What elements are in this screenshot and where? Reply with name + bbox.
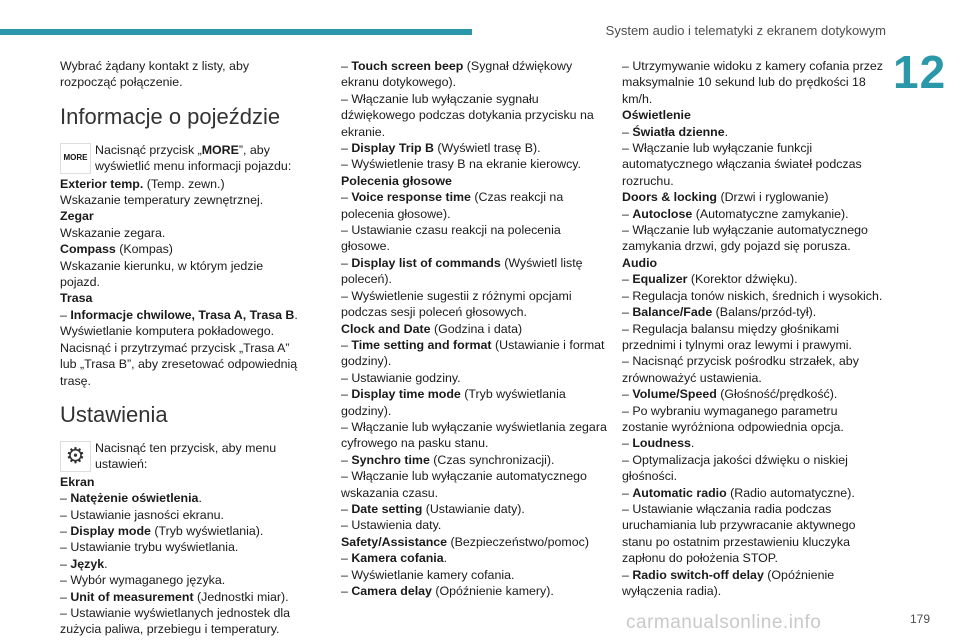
text-line <box>622 403 887 436</box>
text-run: – Wyświetlenie sugestii z różnymi opcjami podczas sesji poleceń głosowych. <box>341 288 572 320</box>
text-line <box>60 507 305 523</box>
text-line <box>60 208 305 224</box>
bold-term: Natężenie oświetlenia <box>70 491 199 506</box>
text-line <box>341 91 607 140</box>
text-run: – <box>60 556 71 571</box>
text-run: (Ustawianie daty). <box>422 501 525 516</box>
text-line <box>60 572 305 588</box>
text-line <box>341 173 607 189</box>
text-run: (Temp. zewn.) <box>143 176 225 191</box>
bold-term: Time setting and format <box>351 337 492 352</box>
text-run: – <box>622 272 633 287</box>
header-title: System audio i telematyki z ekranem dotykowym <box>605 23 886 38</box>
text-run: ”, aby wyświetlić menu informacji pojazdu: <box>95 142 292 174</box>
text-run: – Włączanie lub wyłączanie wyświetlania zegara cyfrowego na pasku stanu. <box>341 419 607 451</box>
text-run: – Ustawianie godziny. <box>341 370 461 385</box>
text-line <box>622 321 887 354</box>
text-run: (Sygnał dźwiękowy ekranu dotykowego). <box>341 59 573 90</box>
text-line <box>341 370 607 386</box>
bold-term: Safety/Assistance <box>341 534 448 549</box>
text-line <box>341 583 607 599</box>
text-line <box>341 534 607 550</box>
text-run: . <box>724 124 729 139</box>
more-button-icon: MORE <box>60 143 91 174</box>
text-line <box>60 307 305 323</box>
text-run: (Ustawianie i format godziny). <box>341 337 605 369</box>
text-run: – Po wybraniu wymaganego parametru zostanie wyróżniona odpowiednia opcja. <box>622 403 844 434</box>
text-run: – Utrzymywanie widoku z kamery cofania przez maksymalnie 10 sekund lub do prędkości 18 km/h. <box>622 59 883 106</box>
text-run: – <box>341 190 352 205</box>
text-run: – Ustawianie trybu wyświetlania. <box>60 540 239 555</box>
text-run: – Nacisnąć przycisk pośrodku strzałek, aby zrównoważyć ustawienia. <box>622 354 859 385</box>
text-line <box>60 323 305 339</box>
text-line <box>341 222 607 255</box>
text-run: – <box>60 523 71 538</box>
text-line <box>622 206 887 222</box>
text-run: – Ustawianie wyświetlanych jednostek dla zużycia paliwa, przebiegu i temperatury. <box>60 605 291 637</box>
text-run: – Włączanie lub wyłączanie automatycznego zamykania drzwi, gdy pojazd się porusza. <box>622 223 868 254</box>
text-run: – <box>60 589 71 604</box>
text-line <box>622 353 887 386</box>
text-run: (Godzina i data) <box>430 321 523 336</box>
text-run: . <box>690 436 695 451</box>
page-number: 179 <box>909 612 930 626</box>
text-run: Wskazanie kierunku, w którym jedzie pojazd. <box>60 258 264 290</box>
text-run: Nacisnąć przycisk „ <box>95 142 202 157</box>
text-run: (Automatyczne zamykanie). <box>692 206 849 221</box>
bold-term: Informacje chwilowe, Trasa A, Trasa B <box>70 307 295 322</box>
text-line <box>60 290 305 306</box>
bold-term: Touch screen beep <box>351 59 464 73</box>
text-run: – <box>341 452 352 467</box>
header-accent-bar <box>0 29 472 35</box>
text-run: . <box>294 307 298 322</box>
bold-term: Polecenia głosowe <box>341 173 452 188</box>
text-line <box>622 501 887 567</box>
text-run: – Wyświetlanie kamery cofania. <box>341 567 515 582</box>
text-line <box>622 189 887 205</box>
text-run: – Wyświetlenie trasy B na ekranie kierowcy. <box>341 157 581 172</box>
bold-term: Automatic radio <box>632 485 727 500</box>
text-run: (Czas reakcji na polecenia głosowe). <box>341 190 564 221</box>
watermark: carmanualsonline.info <box>626 612 822 633</box>
bold-term: Kamera cofania <box>351 551 444 566</box>
text-line <box>60 192 305 208</box>
text-run: – Włączanie lub wyłączanie funkcji automatycznego włączania świateł podczas rozruchu. <box>622 141 862 188</box>
text-run: (Kompas) <box>115 242 173 257</box>
text-line <box>341 321 607 337</box>
more-instruction-text <box>95 142 305 175</box>
text-run: – <box>341 337 352 352</box>
text-run: – <box>622 567 633 582</box>
text-line <box>622 288 887 304</box>
text-run: – Optymalizacja jakości dźwięku o niskiej głośności. <box>622 452 848 484</box>
text-run: – Regulacja tonów niskich, średnich i wysokich. <box>622 288 883 303</box>
bold-term: Clock and Date <box>341 321 431 336</box>
bold-term: MORE <box>201 142 239 157</box>
text-run: – <box>622 206 633 221</box>
text-run: (Wyświetl trasę B). <box>433 141 541 156</box>
text-line <box>622 485 887 501</box>
text-run: Wskazanie zegara. <box>60 225 166 240</box>
bold-term: Display list of commands <box>351 255 501 270</box>
bold-term: Ekran <box>60 474 95 489</box>
text-line <box>60 589 305 605</box>
text-run: (Radio automatyczne). <box>726 485 855 500</box>
chapter-number: 12 <box>893 46 947 98</box>
text-run: . <box>104 556 108 571</box>
text-run: Wyświetlanie komputera pokładowego. <box>60 324 275 339</box>
bold-term: Radio switch-off delay <box>632 567 764 582</box>
text-run: – <box>341 59 352 73</box>
text-run: (Bezpieczeństwo/pomoc) <box>447 534 589 549</box>
text-run: – <box>341 501 352 516</box>
text-line <box>60 490 305 506</box>
text-line <box>60 474 305 490</box>
text-line <box>341 419 607 452</box>
text-line <box>341 189 607 222</box>
text-run: – Regulacja balansu między głośnikami przednimi i tylnymi oraz lewymi i prawymi. <box>622 321 852 352</box>
text-line <box>622 271 887 287</box>
text-run: (Balans/przód-tył). <box>712 305 817 320</box>
text-line <box>622 255 887 271</box>
text-line <box>60 225 305 241</box>
text-run: – <box>622 485 633 500</box>
text-run: – <box>341 387 352 402</box>
text-line <box>341 452 607 468</box>
text-line <box>622 304 887 320</box>
bold-term: Synchro time <box>351 452 430 467</box>
bold-term: Światła dzienne <box>632 124 725 139</box>
bold-term: Unit of measurement <box>70 589 194 604</box>
bold-term: Exterior temp. <box>60 176 144 191</box>
settings-lines <box>60 474 305 638</box>
bold-term: Volume/Speed <box>632 387 717 402</box>
bold-term: Zegar <box>60 209 94 224</box>
text-line <box>60 176 305 192</box>
text-line <box>60 539 305 555</box>
vehicle-info-lines <box>60 176 305 389</box>
column-3 <box>622 58 887 599</box>
text-run: – Ustawienia daty. <box>341 518 442 533</box>
text-run: (Wyświetl listę poleceń). <box>341 255 583 287</box>
text-run: – Wybór wymaganego języka. <box>60 573 226 588</box>
text-run: (Opóźnienie kamery). <box>431 584 554 598</box>
text-line <box>622 140 887 189</box>
text-run: (Drzwi i ryglowanie) <box>717 190 829 205</box>
text-line <box>622 124 887 140</box>
text-line <box>341 255 607 288</box>
text-line <box>60 605 305 638</box>
text-line <box>341 337 607 370</box>
bold-term: Camera delay <box>351 584 432 598</box>
text-run: (Opóźnienie wyłączenia radia). <box>622 567 835 598</box>
text-run: . <box>198 491 202 506</box>
text-run: – Ustawianie włączania radia podczas uruchamiania lub przywracanie aktywnego stanu po ostatnim przestawieniu kluczyka zapłonu do położenia STOP. <box>622 501 856 566</box>
column-3-lines <box>622 58 887 599</box>
gear-icon: ⚙ <box>60 441 91 472</box>
text-line <box>622 435 887 451</box>
bold-term: Oświetlenie <box>622 108 691 123</box>
text-run: Nacisnąć i przytrzymać przycisk „Trasa A” lub „Trasa B”, aby zresetować odpowiednią trasę. <box>60 340 298 388</box>
text-run: (Głośność/prędkość). <box>716 387 838 402</box>
bold-term: Equalizer <box>632 272 688 287</box>
bold-term: Balance/Fade <box>632 305 713 320</box>
text-run: (Tryb wyświetlania godziny). <box>341 387 566 418</box>
text-run: – Włączanie lub wyłączanie automatycznego wskazania czasu. <box>341 469 587 500</box>
text-line <box>341 468 607 501</box>
text-line <box>60 523 305 539</box>
text-run: – <box>341 255 352 270</box>
text-line <box>341 386 607 419</box>
text-run: – <box>341 551 352 566</box>
column-2-lines <box>341 58 607 599</box>
text-line <box>341 156 607 172</box>
text-run: . <box>443 551 448 566</box>
bold-term: Compass <box>60 242 116 257</box>
text-run: – <box>341 141 352 156</box>
bold-term: Date setting <box>351 501 423 516</box>
text-line <box>60 258 305 291</box>
section-heading-settings: Ustawienia <box>60 401 168 427</box>
text-line <box>622 222 887 255</box>
section-heading-vehicle-info: Informacje o pojeździe <box>60 103 281 129</box>
text-line <box>60 556 305 572</box>
text-run: – Ustawianie jasności ekranu. <box>60 507 224 522</box>
text-line <box>341 288 607 321</box>
text-line <box>341 517 607 533</box>
text-run: (Tryb wyświetlania). <box>150 523 264 538</box>
bold-term: Audio <box>622 255 658 270</box>
text-run: – <box>60 491 71 506</box>
text-line <box>341 550 607 566</box>
column-2 <box>341 58 607 599</box>
settings-instruction <box>60 440 305 473</box>
text-line <box>622 58 887 107</box>
text-run: – <box>622 305 633 320</box>
text-line <box>60 241 305 257</box>
settings-instruction-text <box>95 440 305 473</box>
bold-term: Display mode <box>70 523 151 538</box>
text-line <box>622 567 887 600</box>
bold-term: Autoclose <box>632 206 693 221</box>
text-line <box>341 58 607 91</box>
text-run: (Czas synchronizacji). <box>429 452 555 467</box>
bold-term: Loudness <box>632 436 691 451</box>
more-instruction <box>60 142 305 175</box>
text-line <box>60 340 305 389</box>
bold-term: Display Trip B <box>351 141 434 156</box>
text-run: – <box>622 436 633 451</box>
text-line <box>622 452 887 485</box>
text-run: (Jednostki miar). <box>193 589 289 604</box>
bold-term: Trasa <box>60 291 93 306</box>
text-run: – <box>341 584 352 598</box>
text-line <box>622 107 887 123</box>
text-line <box>341 501 607 517</box>
text-run: – <box>622 387 633 402</box>
intro-paragraph: Wybrać żądany kontakt z listy, aby rozpocząć połączenie. <box>60 59 250 90</box>
bold-term: Doors & locking <box>622 190 718 205</box>
text-run: Nacisnąć ten przycisk, aby menu ustawień: <box>95 440 277 472</box>
text-run: – <box>60 307 71 322</box>
text-line <box>341 140 607 156</box>
text-run: – <box>622 124 633 139</box>
text-run: Wskazanie temperatury zewnętrznej. <box>60 193 264 208</box>
column-1 <box>60 58 305 638</box>
text-line <box>341 567 607 583</box>
bold-term: Język <box>70 556 105 571</box>
bold-term: Display time mode <box>351 387 461 402</box>
text-run: – Włączanie lub wyłączanie sygnału dźwiękowego podczas dotykania przycisku na ekranie. <box>341 91 594 139</box>
text-run: (Korektor dźwięku). <box>687 272 798 287</box>
text-run: – Ustawianie czasu reakcji na polecenia głosowe. <box>341 223 561 254</box>
text-line <box>622 386 887 402</box>
bold-term: Voice response time <box>351 190 471 205</box>
